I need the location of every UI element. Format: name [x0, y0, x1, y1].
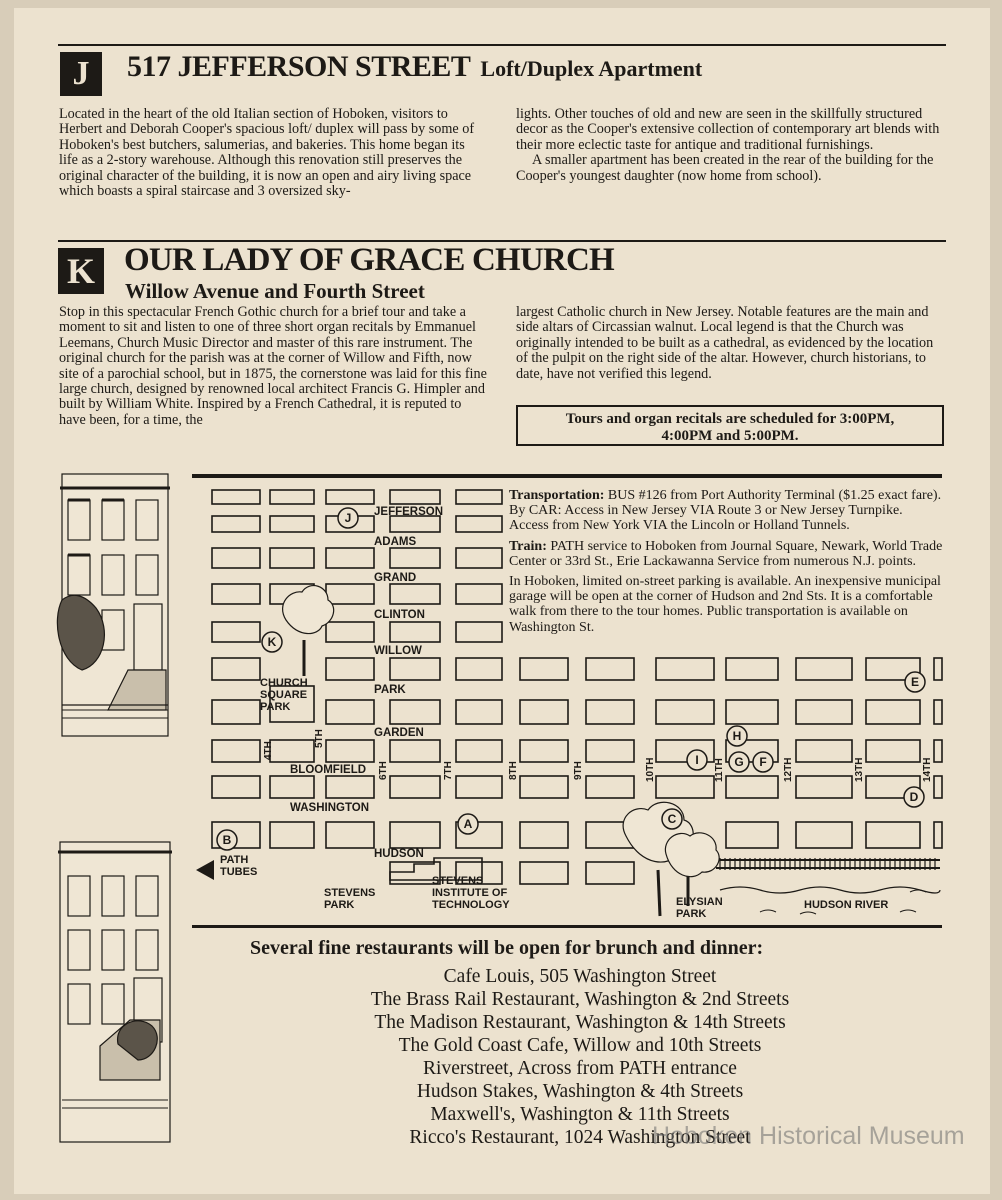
stevens-park-label-2: PARK: [324, 899, 355, 911]
marker-f[interactable]: [753, 752, 773, 772]
city-block: [456, 700, 502, 724]
transport-info: [509, 488, 943, 640]
city-block: [212, 516, 260, 532]
city-block: [326, 740, 374, 762]
city-block: [270, 490, 314, 504]
transport-parking: In Hoboken, limited on-street parking is available. An inexpensive municipal garage will be open at the corner of Hudson and 2nd Sts. It is a comfortable walk from there to the tour homes. Public transportation is available on Washington St.: [509, 574, 941, 635]
street-hudson: HUDSON: [374, 848, 424, 860]
city-block: [456, 548, 502, 568]
restaurant-item: Ricco's Restaurant, 1024 Washington Street: [409, 1127, 751, 1148]
street-clinton: CLINTON: [374, 609, 425, 621]
city-block: [456, 740, 502, 762]
stevens-park-label-1: STEVENS: [324, 887, 376, 899]
city-block: [270, 548, 314, 568]
restaurant-item: Riverstreet, Across from PATH entrance: [423, 1058, 737, 1079]
marker-d[interactable]: [904, 787, 924, 807]
city-block: [390, 584, 440, 604]
path-label-2: TUBES: [220, 866, 258, 878]
section-j-paragraph-1: Located in the heart of the old Italian section of Hoboken, visitors to Herbert and Deborah Cooper's spacious loft/ duplex will pass by some of Hoboken's best butchers, salumerias, and bakeries. This home began its life as a 2-story warehouse. Although this renovation still preserves the original character of the building, it is now an open and airy living space which boasts a spiral staircase and 3 oversized sky-: [59, 106, 475, 200]
city-block: [390, 658, 440, 680]
train-text: PATH service to Hoboken from Journal Square, Newark, World Trade Center or 33rd St., Erie Lackawanna Service from numerous N.J. points.: [509, 538, 943, 569]
city-block: [326, 822, 374, 848]
brownstone-illustration-top: [57, 474, 170, 736]
marker-a[interactable]: [458, 814, 478, 834]
city-block: [934, 700, 942, 724]
section-k-letter: K: [66, 251, 95, 291]
cross-12th: 12TH: [783, 757, 794, 782]
city-block: [390, 490, 440, 504]
restaurant-item: Maxwell's, Washington & 11th Streets: [430, 1104, 730, 1125]
section-j-subtitle: Loft/Duplex Apartment: [480, 56, 703, 81]
city-block: [456, 490, 502, 504]
city-block: [456, 776, 502, 798]
city-block: [796, 700, 852, 724]
city-block: [726, 822, 778, 848]
transport-bus: [509, 488, 943, 534]
marker-e[interactable]: [905, 672, 925, 692]
svg-text:K: K: [267, 635, 277, 649]
cross-8th: 8TH: [508, 761, 519, 780]
section-k-paragraph-1: Stop in this spectacular French Gothic church for a brief tour and take a moment to sit and listen to one of three short organ recitals by Emmanuel Leemans, Church Music Director and master of this rare instrument. The original church for the parish was at the corner of Willow and Fifth, now site of a parochial school, but in 1875, the cornerstone was laid for this fine large church, designed by renowned local architect Francis G. Himpler and built by William White. Inspired by a French Cathedral, it is reputed to have been, for a time, the: [59, 304, 487, 428]
city-block: [520, 776, 568, 798]
cross-4th: 4TH: [263, 741, 274, 760]
city-block: [934, 822, 942, 848]
cross-11th: 11TH: [714, 758, 725, 782]
city-block: [726, 700, 778, 724]
city-block: [656, 700, 714, 724]
svg-text:J: J: [344, 511, 352, 525]
city-block: [390, 822, 440, 848]
restaurants-title: Several fine restaurants will be open for brunch and dinner:: [250, 937, 764, 959]
cross-9th: 9TH: [573, 761, 584, 780]
train-label: Train:: [509, 538, 547, 554]
street-adams: ADAMS: [374, 536, 417, 548]
street-bloomfield: BLOOMFIELD: [290, 764, 367, 776]
city-block: [866, 822, 920, 848]
cross-5th: 5TH: [314, 729, 325, 748]
city-block: [456, 658, 502, 680]
marker-k[interactable]: [262, 632, 282, 652]
city-block: [212, 490, 260, 504]
city-block: [726, 658, 778, 680]
svg-text:F: F: [759, 755, 767, 769]
schedule-line-2: 4:00PM and 5:00PM.: [661, 428, 799, 444]
city-block: [586, 862, 634, 884]
cross-14th: 14TH: [922, 757, 933, 782]
hudson-river-label: HUDSON RIVER: [804, 899, 889, 911]
stevens-institute-label-1: STEVENS: [432, 875, 484, 887]
church-square-label-1: CHURCH: [260, 677, 308, 689]
marker-h[interactable]: [727, 726, 747, 746]
city-block: [456, 516, 502, 532]
city-block: [934, 776, 942, 798]
svg-text:B: B: [222, 833, 232, 847]
street-washington: WASHINGTON: [290, 802, 370, 814]
city-block: [796, 658, 852, 680]
city-block: [456, 622, 502, 642]
city-block: [520, 740, 568, 762]
cross-7th: 7TH: [443, 761, 454, 780]
city-block: [390, 740, 440, 762]
svg-text:G: G: [734, 755, 744, 769]
elysian-park-label-1: ELYSIAN: [676, 896, 723, 908]
city-block: [270, 516, 314, 532]
street-garden: GARDEN: [374, 727, 424, 739]
cross-6th: 6TH: [378, 761, 389, 780]
svg-text:C: C: [667, 812, 677, 826]
city-block: [934, 740, 942, 762]
city-block: [796, 776, 852, 798]
svg-text:A: A: [463, 817, 473, 831]
cross-10th: 10TH: [645, 757, 656, 782]
section-j-title-text: 517 JEFFERSON STREET: [127, 50, 471, 83]
city-block: [326, 584, 374, 604]
street-grand: GRAND: [374, 572, 417, 584]
city-block: [456, 584, 502, 604]
marker-g[interactable]: [729, 752, 749, 772]
city-block: [326, 622, 374, 642]
stevens-institute-label-3: TECHNOLOGY: [432, 899, 510, 911]
city-block: [796, 822, 852, 848]
marker-j[interactable]: [338, 508, 358, 528]
city-block: [866, 700, 920, 724]
restaurant-item: The Brass Rail Restaurant, Washington & 2nd Streets: [370, 989, 790, 1010]
city-block: [796, 740, 852, 762]
city-block: [586, 740, 634, 762]
marker-b[interactable]: [217, 830, 237, 850]
museum-watermark: Hoboken Historical Museum: [652, 1122, 965, 1150]
street-jefferson: JEFFERSON: [374, 506, 444, 518]
restaurant-item: Cafe Louis, 505 Washington Street: [443, 966, 717, 987]
svg-text:I: I: [695, 753, 699, 767]
city-block: [212, 622, 260, 642]
transport-label: Transportation:: [509, 488, 605, 503]
section-j-letter: J: [72, 55, 90, 92]
restaurant-item: Hudson Stakes, Washington & 4th Streets: [416, 1081, 744, 1102]
section-k-subtitle: Willow Avenue and Fourth Street: [125, 279, 425, 303]
section-k-title: OUR LADY OF GRACE CHURCH: [124, 242, 614, 278]
city-block: [326, 548, 374, 568]
transport-train: [509, 539, 943, 569]
restaurant-item: The Madison Restaurant, Washington & 14th Streets: [374, 1012, 786, 1033]
city-block: [586, 658, 634, 680]
street-willow: WILLOW: [374, 645, 422, 657]
city-block: [212, 548, 260, 568]
city-block: [934, 658, 942, 680]
restaurant-item: The Gold Coast Cafe, Willow and 10th Streets: [398, 1035, 762, 1056]
svg-text:D: D: [909, 790, 919, 804]
city-block: [390, 516, 440, 532]
city-block: [520, 862, 568, 884]
city-block: [390, 548, 440, 568]
city-block: [270, 776, 314, 798]
city-block: [390, 622, 440, 642]
city-block: [390, 776, 440, 798]
elysian-park-label-2: PARK: [676, 908, 707, 920]
path-tubes-arrow: [196, 860, 214, 880]
city-block: [270, 740, 314, 762]
city-block: [586, 776, 634, 798]
schedule-line-1: Tours and organ recitals are scheduled for 3:00PM,: [565, 411, 895, 427]
city-block: [726, 776, 778, 798]
city-block: [326, 490, 374, 504]
church-square-label-3: PARK: [260, 701, 291, 713]
city-block: [520, 822, 568, 848]
city-block: [326, 776, 374, 798]
city-block: [212, 658, 260, 680]
svg-text:E: E: [910, 675, 920, 689]
city-block: [326, 658, 374, 680]
city-block: [520, 700, 568, 724]
path-label-1: PATH: [220, 854, 249, 866]
city-block: [656, 658, 714, 680]
city-block: [212, 584, 260, 604]
brownstone-illustration-bottom: [58, 842, 172, 1142]
stevens-institute-label-2: INSTITUTE OF: [432, 887, 508, 899]
church-square-label-2: SQUARE: [260, 689, 308, 701]
cross-13th: 13TH: [854, 757, 865, 782]
city-block: [212, 776, 260, 798]
street-park: PARK: [374, 684, 406, 696]
marker-c[interactable]: [662, 809, 682, 829]
city-block: [326, 700, 374, 724]
city-block: [866, 740, 920, 762]
city-block: [586, 700, 634, 724]
city-block: [656, 776, 714, 798]
city-block: [390, 700, 440, 724]
city-block: [212, 740, 260, 762]
city-block: [212, 700, 260, 724]
section-j-paragraph-2: lights. Other touches of old and new are seen in the skillfully structured decor as the Cooper's extensive collection of contemporary art blends with their more eclectic taste for antique and traditional furnishings.: [516, 106, 940, 153]
city-block: [520, 658, 568, 680]
section-j-paragraph-3: A smaller apartment has been created in the rear of the building for the Cooper's youngest daughter (now home from school).: [516, 152, 934, 184]
marker-i[interactable]: [687, 750, 707, 770]
svg-text:H: H: [732, 729, 742, 743]
section-k-paragraph-2: largest Catholic church in New Jersey. Notable features are the main and side altars of Circassian walnut. Local legend is that the Church was originally intended to be built as a cathedral, as evidenced by the location of the pulpit on the right side of the altar. However, church historians, to date, have not verified this legend.: [516, 304, 934, 382]
city-block: [270, 822, 314, 848]
transport-text: BUS #126 from Port Authority Terminal ($1.25 exact fare). By CAR: Access in New Jersey VIA Route 3 or New Jersey Turnpike. Access from New York VIA the Lincoln or Holland Tunnels.: [509, 488, 942, 534]
